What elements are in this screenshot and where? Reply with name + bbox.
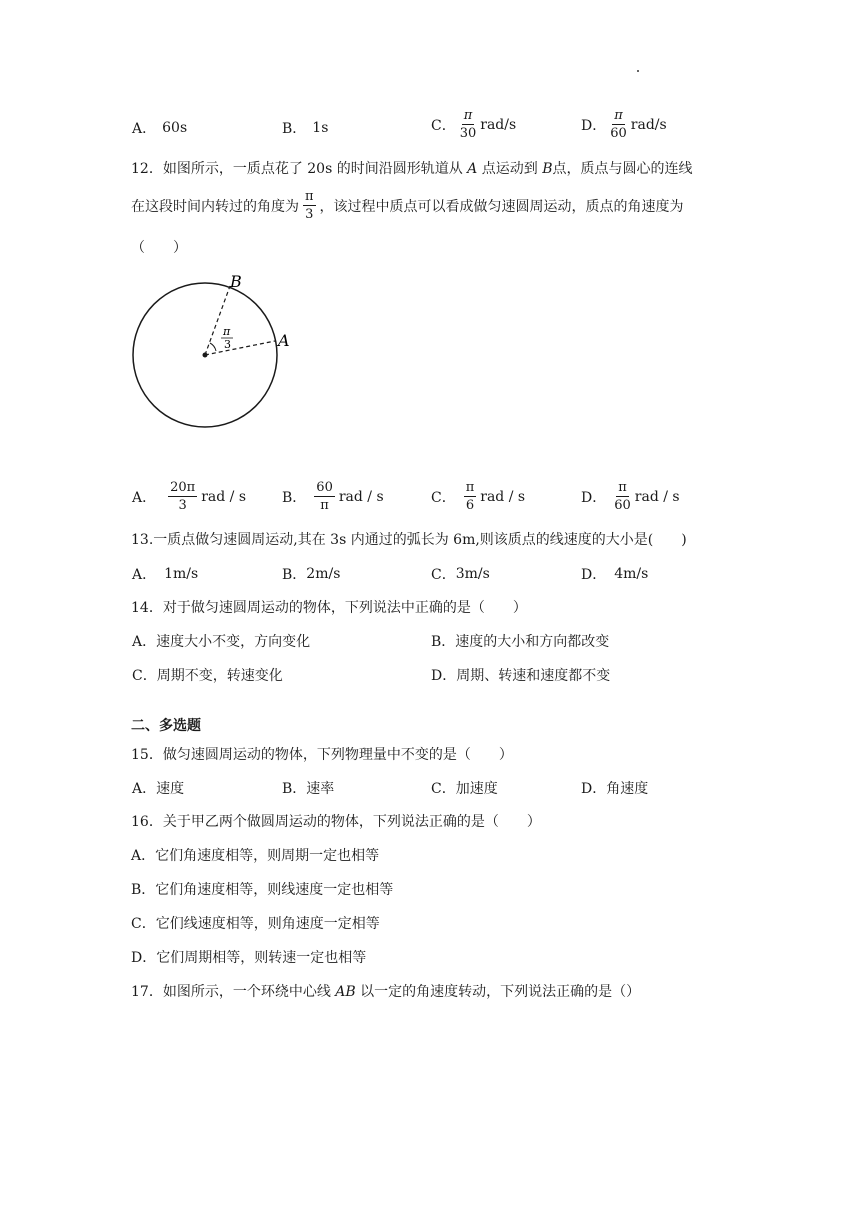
q17-stem: 17．如图所示，一个环绕中心线 AB 以一定的角速度转动，下列说法正确的是（） [131, 984, 641, 1000]
fraction: $\frac{60}{\pi}$ [316, 480, 333, 513]
angle-den: 3 [224, 338, 231, 351]
q12-option-a[interactable]: A． $\frac{20\pi}{3}$ rad / s [132, 480, 247, 513]
page-dot [637, 70, 639, 72]
q15-option-d[interactable]: D． 角速度 [581, 781, 649, 797]
q15-stem: 15．做匀速圆周运动的物体，下列物理量中不变的是（ ） [131, 747, 513, 763]
q14-option-b[interactable]: B． 速度的大小和方向都改变 [431, 634, 610, 650]
q16-option-d[interactable]: D．它们周期相等，则转速一定也相等 [131, 950, 367, 966]
q13-stem: 13.一质点做匀速圆周运动,其在 3s 内通过的弧长为 6m,则该质点的线速度的大小是( ) [131, 532, 687, 548]
q13-option-d[interactable]: D． 4m/s [581, 566, 649, 583]
q16-option-c[interactable]: C．它们线速度相等，则角速度一定相等 [131, 916, 380, 932]
q12-line2: 在这段时间内转过的角度为 $\frac{\pi}{3}$ ，该过程中质点可以看成做匀速圆周运动，质点的角速度为 [131, 189, 684, 222]
section-heading-multiple-choice: 二、多选题 [131, 718, 201, 734]
angle-num: π [223, 325, 231, 338]
q11-option-b[interactable]: B． 1s [282, 120, 329, 137]
q11-option-c[interactable]: C． $\frac{\pi}{30}$ rad/s [431, 108, 517, 141]
q12-option-b[interactable]: B． $\frac{60}{\pi}$ rad / s [282, 480, 384, 513]
q15-option-c[interactable]: C． 加速度 [431, 781, 498, 797]
fraction: $\frac{\pi}{60}$ [610, 108, 627, 141]
fraction: $\frac{20\pi}{3}$ [170, 480, 196, 513]
q12-circle-figure [120, 265, 310, 435]
q12-option-d[interactable]: D． $\frac{\pi}{60}$ rad / s [581, 480, 680, 513]
q13-option-a[interactable]: A． 1m/s [132, 566, 199, 583]
fraction: $\frac{\pi}{60}$ [614, 480, 631, 513]
q15-option-a[interactable]: A． 速度 [132, 781, 185, 797]
q12-blank: （ ） [131, 240, 187, 256]
q14-option-d[interactable]: D． 周期、转速和速度都不变 [431, 668, 611, 684]
center-point [203, 353, 208, 358]
angle-arc [210, 343, 216, 351]
q16-option-a[interactable]: A．它们角速度相等，则周期一定也相等 [131, 848, 380, 864]
q12-line1: 12．如图所示，一质点花了 20s 的时间沿圆形轨道从 A 点运动到 B点，质点与圆心的连线 [131, 161, 693, 177]
q11-option-d[interactable]: D． $\frac{\pi}{60}$ rad/s [581, 108, 667, 141]
fraction: $\frac{\pi}{30}$ [459, 108, 477, 141]
q13-option-c[interactable]: C． 3m/s [431, 566, 490, 583]
q16-option-b[interactable]: B．它们角速度相等，则线速度一定也相等 [131, 882, 394, 898]
q13-option-b[interactable]: B． 2m/s [282, 566, 341, 583]
fraction: $\frac{\pi}{6}$ [465, 480, 475, 513]
label-a: A [278, 331, 290, 350]
q11-option-a[interactable]: A． 60s [132, 120, 188, 137]
label-b: B [230, 272, 242, 291]
q16-stem: 16．关于甲乙两个做圆周运动的物体，下列说法正确的是（ ） [131, 814, 541, 830]
q12-option-c[interactable]: C． $\frac{\pi}{6}$ rad / s [431, 480, 526, 513]
q14-stem: 14．对于做匀速圆周运动的物体，下列说法中正确的是（ ） [131, 600, 527, 616]
q15-option-b[interactable]: B． 速率 [282, 781, 335, 797]
q14-option-a[interactable]: A． 速度大小不变，方向变化 [132, 634, 311, 650]
fraction: $\frac{\pi}{3}$ [305, 189, 314, 222]
q14-option-c[interactable]: C． 周期不变，转速变化 [132, 668, 283, 684]
